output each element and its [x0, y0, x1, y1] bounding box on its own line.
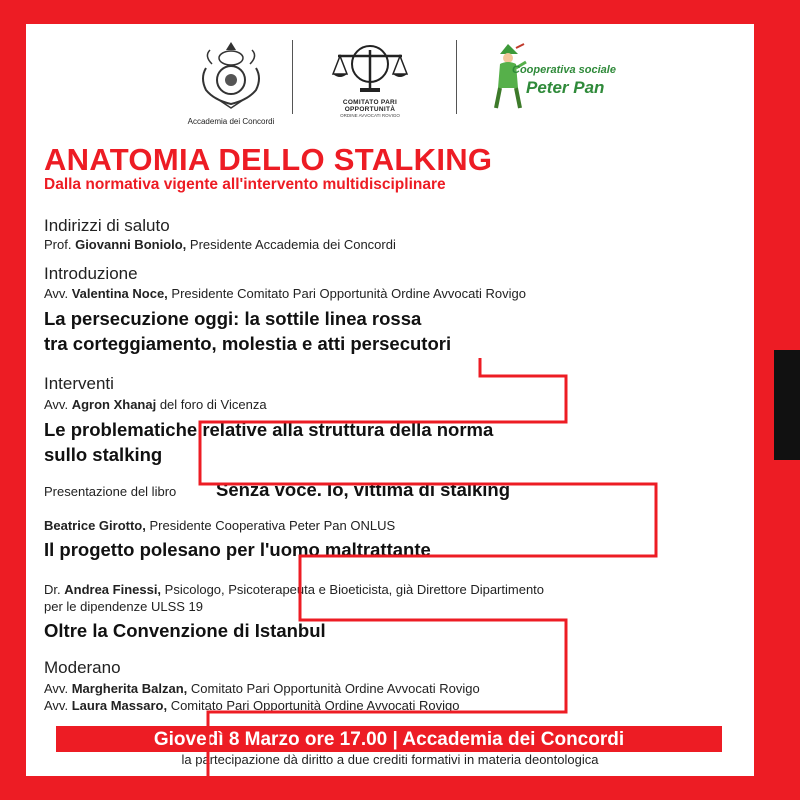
speaker-line	[44, 681, 480, 696]
poster-subtitle: Dalla normativa vigente all'intervento multidisciplinare	[44, 176, 446, 193]
cpo-logo	[330, 42, 410, 119]
academy-crest-icon	[196, 38, 266, 110]
speaker-role: Presidente Cooperativa Peter Pan ONLUS	[145, 518, 396, 533]
scales-of-justice-icon	[330, 42, 410, 94]
event-datetime-venue: Giovedì 8 Marzo ore 17.00 | Accademia dei Concordi	[153, 729, 625, 750]
academy-caption: Accademia dei Concordi	[187, 117, 275, 126]
speaker-name: Margherita Balzan,	[71, 681, 188, 696]
cpo-caption-3: ORDINE AVVOCATI ROVIGO	[340, 113, 400, 118]
poster-frame	[26, 24, 754, 776]
speaker-name: Laura Massaro,	[71, 698, 168, 713]
speaker-line	[44, 397, 267, 412]
speaker-role: Psicologo, Psicoterapeuta e Bioeticista, già Direttore Dipartimento	[161, 582, 545, 597]
speaker-title: Avv.	[44, 286, 72, 301]
peter-pan-logo	[480, 38, 620, 118]
speaker-line	[44, 237, 396, 252]
speaker-role: Presidente Comitato Pari Opportunità Ordine Avvocati Rovigo	[167, 286, 526, 301]
talk-title: Le problematiche relative alla struttura della norma	[44, 419, 494, 440]
section-header-interventi: Interventi	[44, 374, 114, 393]
poster-title: ANATOMIA DELLO STALKING	[44, 142, 493, 177]
talk-title: La persecuzione oggi: la sottile linea rossa	[44, 308, 422, 329]
talk-title: Il progetto polesano per l'uomo maltrattante	[44, 539, 431, 560]
speaker-role: Comitato Pari Opportunità Ordine Avvocati Rovigo	[167, 698, 460, 713]
logo-strip	[26, 24, 754, 134]
section-header-saluto: Indirizzi di saluto	[44, 216, 170, 235]
cpo-caption-1: COMITATO PARI	[342, 99, 398, 106]
logo-divider	[456, 40, 457, 114]
section-header-moderano: Moderano	[44, 658, 121, 677]
speaker-name: Agron Xhanaj	[71, 397, 157, 412]
talk-title: sullo stalking	[44, 444, 163, 465]
section-header-intro: Introduzione	[44, 264, 138, 283]
talk-title: Oltre la Convenzione di Istanbul	[44, 620, 326, 641]
peter-pan-figure-icon	[488, 42, 528, 112]
speaker-title: Dr.	[44, 582, 65, 597]
speaker-line	[44, 518, 395, 533]
speaker-role: Comitato Pari Opportunità Ordine Avvocati Rovigo	[187, 681, 480, 696]
speaker-line	[44, 698, 459, 713]
pp-caption-2: Peter Pan	[526, 78, 605, 97]
speaker-role: del foro di Vicenza	[156, 397, 267, 412]
book-title: Senza voce. Io, vittima di stalking	[216, 479, 511, 500]
speaker-title: Avv.	[44, 397, 72, 412]
speaker-title: Prof.	[44, 237, 76, 252]
speaker-title: Avv.	[44, 698, 72, 713]
academy-logo	[176, 38, 286, 126]
speaker-role: Presidente Accademia dei Concordi	[186, 237, 396, 252]
event-banner	[56, 726, 722, 752]
side-label-tab	[774, 350, 800, 460]
speaker-name: Valentina Noce,	[71, 286, 168, 301]
speaker-name: Giovanni Boniolo,	[75, 237, 187, 252]
talk-title: tra corteggiamento, molestia e atti persecutori	[44, 333, 452, 354]
speaker-line	[44, 582, 544, 597]
credits-note: la partecipazione dà diritto a due crediti formativi in materia deontologica	[181, 752, 599, 767]
speaker-name: Beatrice Girotto,	[44, 518, 146, 533]
speaker-name: Andrea Finessi,	[64, 582, 162, 597]
speaker-title: Avv.	[44, 681, 72, 696]
pp-caption-1: Cooperativa sociale	[512, 64, 616, 76]
logo-divider	[292, 40, 293, 114]
cpo-caption-2: OPPORTUNITÀ	[344, 106, 396, 113]
book-label: Presentazione del libro	[44, 484, 177, 499]
speaker-role-continued: per le dipendenze ULSS 19	[44, 599, 204, 614]
speaker-line	[44, 286, 526, 301]
